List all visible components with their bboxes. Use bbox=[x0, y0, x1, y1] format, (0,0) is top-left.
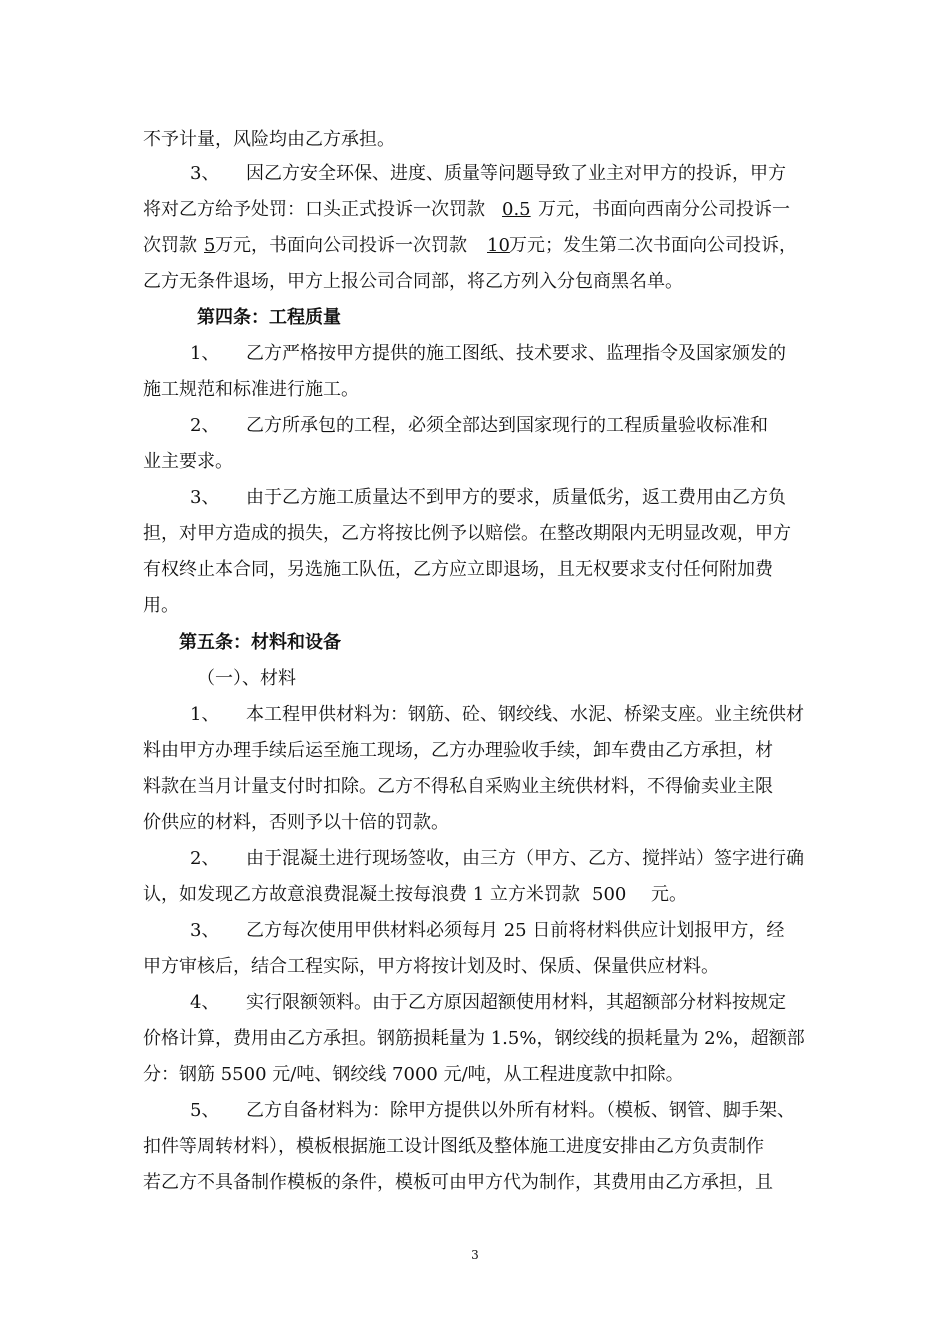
text: 用。 bbox=[143, 595, 179, 616]
text: 实行限额领料。由于乙方原因超额使用材料，其超额部分材料按规定 bbox=[246, 992, 786, 1013]
text: 由于混凝土进行现场签收，由三方（甲方、乙方、搅拌站）签字进行确 bbox=[246, 848, 804, 869]
text: 将对乙方给予处罚：口头正式投诉一次罚款 bbox=[143, 199, 485, 220]
item-number: 3、 bbox=[190, 487, 220, 508]
text: 本工程甲供材料为：钢筋、砼、钢绞线、水泥、桥梁支座。业主统供材 bbox=[246, 704, 804, 725]
text: 乙方严格按甲方提供的施工图纸、技术要求、监理指令及国家颁发的 bbox=[246, 343, 786, 364]
text: 万元；发生第二次书面向公司投诉， bbox=[509, 235, 797, 256]
penalty-amount: 0.5 bbox=[502, 199, 531, 220]
text: 有权终止本合同，另选施工队伍，乙方应立即退场，且无权要求支付任何附加费 bbox=[143, 559, 773, 580]
text: 乙方自备材料为：除甲方提供以外所有材料。（模板、钢管、脚手架、 bbox=[246, 1100, 795, 1121]
text: 甲方审核后，结合工程实际，甲方将按计划及时、保质、保量供应材料。 bbox=[143, 956, 719, 977]
text: 价格计算，费用由乙方承担。钢筋损耗量为 1.5%，钢绞线的损耗量为 2%，超额部 bbox=[143, 1028, 805, 1049]
text: 扣件等周转材料），模板根据施工设计图纸及整体施工进度安排由乙方负责制作 bbox=[143, 1136, 764, 1157]
text: 价供应的材料，否则予以十倍的罚款。 bbox=[143, 812, 449, 833]
text: 不予计量，风险均由乙方承担。 bbox=[143, 129, 395, 150]
heading-text: 第四条：工程质量 bbox=[197, 307, 341, 328]
text: 万元，书面向西南分公司投诉一 bbox=[538, 199, 790, 220]
text: （一）、材料 bbox=[197, 668, 296, 689]
heading-text: 第五条：材料和设备 bbox=[179, 632, 341, 653]
page-number: 3 bbox=[471, 1248, 479, 1262]
text: 万元，书面向公司投诉一次罚款 bbox=[215, 235, 467, 256]
item-number: 1、 bbox=[190, 704, 220, 725]
text: 施工规范和标准进行施工。 bbox=[143, 379, 359, 400]
text: 次罚款 bbox=[143, 235, 197, 256]
text: 乙方无条件退场，甲方上报公司合同部，将乙方列入分包商黑名单。 bbox=[143, 271, 683, 292]
item-number: 4、 bbox=[190, 992, 220, 1013]
text: 料由甲方办理手续后运至施工现场，乙方办理验收手续，卸车费由乙方承担，材 bbox=[143, 740, 773, 761]
item-number: 2、 bbox=[190, 848, 220, 869]
penalty-amount: 5 bbox=[204, 235, 216, 256]
text: 元。 bbox=[651, 884, 687, 905]
item-number: 2、 bbox=[190, 415, 220, 436]
text: 料款在当月计量支付时扣除。乙方不得私自采购业主统供材料，不得偷卖业主限 bbox=[143, 776, 773, 797]
text: 担，对甲方造成的损失，乙方将按比例予以赔偿。在整改期限内无明显改观，甲方 bbox=[143, 523, 791, 544]
text: 乙方每次使用甲供材料必须每月 25 日前将材料供应计划报甲方，经 bbox=[246, 920, 785, 941]
text: 若乙方不具备制作模板的条件，模板可由甲方代为制作，其费用由乙方承担，且 bbox=[143, 1172, 773, 1193]
penalty-amount: 500 bbox=[592, 884, 627, 905]
item-number: 5、 bbox=[190, 1100, 220, 1121]
item-number: 3、 bbox=[190, 163, 220, 184]
text: 由于乙方施工质量达不到甲方的要求，质量低劣，返工费用由乙方负 bbox=[246, 487, 786, 508]
penalty-amount: 10 bbox=[487, 235, 510, 256]
item-number: 3、 bbox=[190, 920, 220, 941]
text: 乙方所承包的工程，必须全部达到国家现行的工程质量验收标准和 bbox=[246, 415, 768, 436]
text: 认，如发现乙方故意浪费混凝土按每浪费 1 立方米罚款 bbox=[143, 884, 580, 905]
text: 因乙方安全环保、进度、质量等问题导致了业主对甲方的投诉，甲方 bbox=[246, 163, 786, 184]
text: 业主要求。 bbox=[143, 451, 233, 472]
item-number: 1、 bbox=[190, 343, 220, 364]
text: 分：钢筋 5500 元/吨、钢绞线 7000 元/吨，从工程进度款中扣除。 bbox=[143, 1064, 684, 1085]
